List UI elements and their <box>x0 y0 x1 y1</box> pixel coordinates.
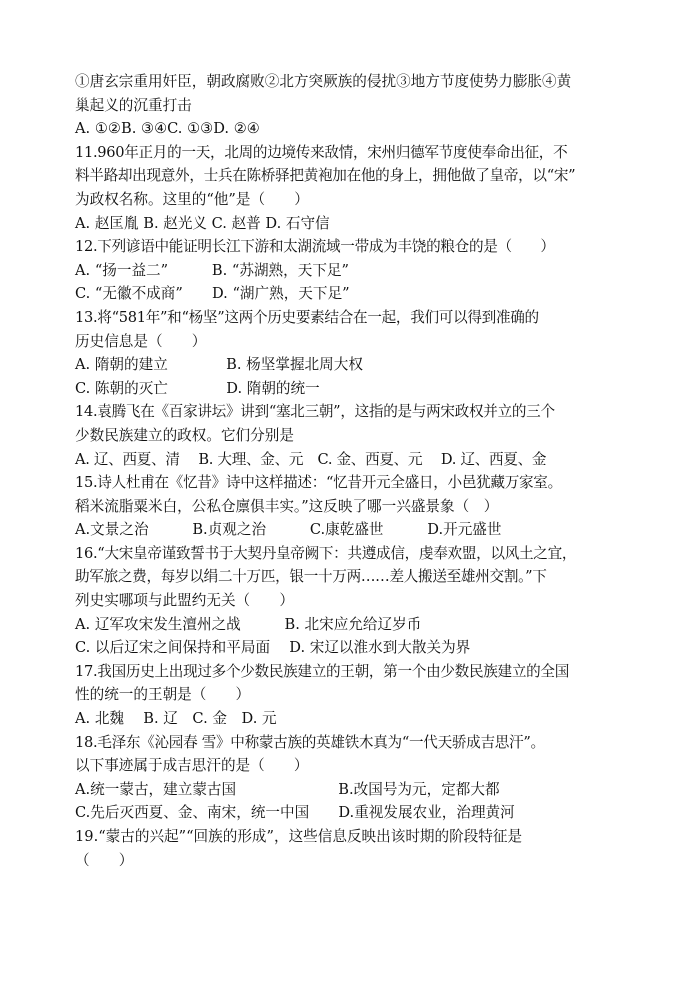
question-13-stem-2: 历史信息是（ ） <box>75 332 207 350</box>
question-14-options: A. 辽、西夏、清 B. 大理、金、元 C. 金、西夏、元 D. 辽、西夏、金 <box>75 450 547 468</box>
question-13-options-cd: C. 陈朝的灭亡 D. 隋朝的统一 <box>75 379 320 397</box>
question-16-stem-2: 助军旅之费，每岁以绢二十万匹，银一十万两……差人搬送至雄州交割。”下 <box>75 568 547 586</box>
document-page <box>75 70 635 872</box>
question-19-stem-2: （ ） <box>75 851 134 869</box>
question-11-stem-3: 为政权名称。这里的“他”是（ ） <box>75 190 309 208</box>
question-13-options-ab: A. 隋朝的建立 B. 杨坚掌握北周大权 <box>75 356 363 374</box>
question-19-stem-1: 19.“蒙古的兴起”“回族的形成”，这些信息反映出该时期的阶段特征是 <box>75 828 523 845</box>
question-15-stem-1: 15.诗人杜甫在《忆昔》诗中这样描述：“忆昔开元全盛日，小邑犹藏万家室。 <box>75 474 562 492</box>
question-18-options-cd: C.先后灭西夏、金、南宋，统一中国 D.重视发展农业，治理黄河 <box>75 804 515 822</box>
question-11-stem-1: 11.960年正月的一天，北周的边境传来敌情，宋州归德军节度使奉命出征，不 <box>75 143 568 161</box>
question-15-options: A.文景之治 B.贞观之治 C.康乾盛世 D.开元盛世 <box>75 521 502 539</box>
question-17-stem-2: 性的统一的王朝是（ ） <box>75 686 251 704</box>
question-18-options-ab: A.统一蒙古，建立蒙古国 B.改国号为元，定都大都 <box>75 780 500 798</box>
question-13-stem-1: 13.将“581年”和“杨坚”这两个历史要素结合在一起，我们可以得到准确的 <box>75 308 539 326</box>
question-11-stem-2: 料半路却出现意外，士兵在陈桥驿把黄袍加在他的身上，拥他做了皇帝，以“宋” <box>75 167 576 185</box>
question-17-options: A. 北魏 B. 辽 C. 金 D. 元 <box>75 710 277 728</box>
text-line-1: ①唐玄宗重用奸臣，朝政腐败②北方突厥族的侵扰③地方节度使势力膨胀④黄 <box>75 73 572 90</box>
question-14-stem-2: 少数民族建立的政权。它们分别是 <box>75 426 294 444</box>
question-11-options: A. 赵匡胤 B. 赵光义 C. 赵普 D. 石守信 <box>75 214 330 232</box>
question-18-stem-1: 18.毛泽东《沁园春 雪》中称蒙古族的英雄铁木真为“一代天骄成吉思汗”。 <box>75 733 545 751</box>
question-10-options: A. ①②B. ③④C. ①③D. ②④ <box>75 120 260 138</box>
question-16-stem-1: 16.“大宋皇帝谨致誓书于大契丹皇帝阙下：共遵成信，虔奉欢盟，以风土之宜， <box>75 544 577 562</box>
text-line-2: 巢起义的沉重打击 <box>75 96 192 114</box>
question-16-options-cd: C. 以后辽宋之间保持和平局面 D. 宋辽以淮水到大散关为界 <box>75 639 471 657</box>
question-12-options-ab: A. “扬一益二” B. “苏湖熟，天下足” <box>75 261 349 279</box>
question-12-options-cd: C. “无徽不成商” D. “湖广熟，天下足” <box>75 285 350 303</box>
question-17-stem-1: 17.我国历史上出现过多个少数民族建立的王朝，第一个由少数民族建立的全国 <box>75 662 570 680</box>
question-16-options-ab: A. 辽军攻宋发生澶州之战 B. 北宋应允给辽岁币 <box>75 615 422 633</box>
question-16-stem-3: 列史实哪项与此盟约无关（ ） <box>75 592 294 610</box>
question-12-stem: 12.下列谚语中能证明长江下游和太湖流域一带成为丰饶的粮仓的是（ ） <box>75 238 555 256</box>
question-18-stem-2: 以下事迹属于成吉思汗的是（ ） <box>75 757 309 775</box>
question-14-stem-1: 14.袁腾飞在《百家讲坛》讲到“塞北三朝”，这指的是与两宋政权并立的三个 <box>75 403 555 421</box>
question-15-stem-2: 稻米流脂粟米白，公私仓廪俱丰实。”这反映了哪一兴盛景象（ ） <box>75 497 499 515</box>
